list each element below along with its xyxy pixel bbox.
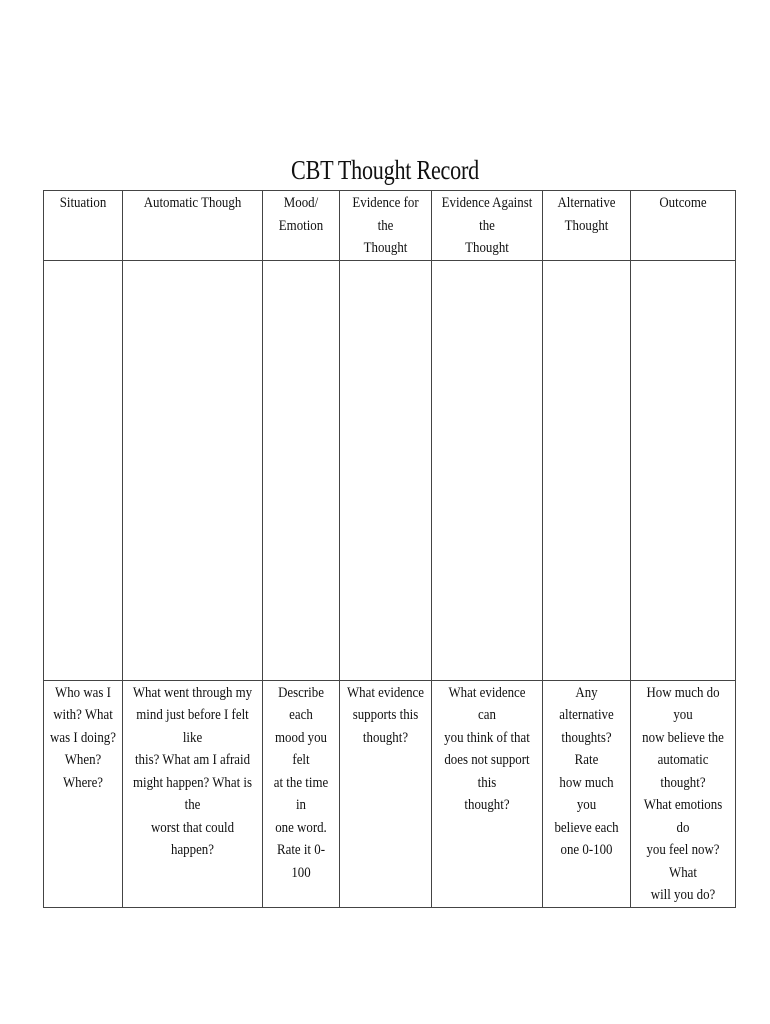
- header-label: Automatic Though: [143, 195, 242, 211]
- entry-cell-evidence-for[interactable]: [340, 260, 432, 680]
- prompt-text: Any alternative thoughts? Rate how much you believe each one 0-100: [554, 684, 619, 858]
- entry-cell-evidence-against[interactable]: [432, 260, 543, 680]
- prompt-cell-situation: [44, 680, 123, 907]
- prompt-cell-outcome: [631, 680, 736, 907]
- prompt-row: [44, 680, 736, 907]
- header-cell-automatic-thought: [123, 191, 263, 261]
- prompt-text: Who was I with? What was I doing? When? Where?: [50, 684, 116, 791]
- header-cell-evidence-against: [432, 191, 543, 261]
- header-label: Mood/ Emotion: [278, 195, 324, 234]
- header-label: Alternative Thought: [557, 195, 616, 234]
- prompt-cell-evidence-for: [340, 680, 432, 907]
- header-cell-situation: [44, 191, 123, 261]
- header-label: Evidence Against the Thought: [441, 195, 533, 256]
- header-cell-outcome: [631, 191, 736, 261]
- prompt-text: How much do you now believe the automatic thought? What emotions do you feel now? What will you do?: [642, 684, 724, 903]
- entry-cell-situation[interactable]: [44, 260, 123, 680]
- header-label: Outcome: [659, 195, 707, 211]
- header-row: [44, 191, 736, 261]
- header-label: Situation: [59, 195, 107, 211]
- entry-row: [44, 260, 736, 680]
- document-title: CBT Thought Record: [291, 155, 479, 185]
- header-cell-mood-emotion: [263, 191, 340, 261]
- entry-cell-outcome[interactable]: [631, 260, 736, 680]
- prompt-text: What evidence can you think of that does not support this thought?: [444, 684, 530, 813]
- prompt-cell-alternative-thought: [543, 680, 631, 907]
- prompt-cell-mood-emotion: [263, 680, 340, 907]
- entry-cell-automatic-thought[interactable]: [123, 260, 263, 680]
- entry-cell-mood-emotion[interactable]: [263, 260, 340, 680]
- prompt-text: What went through my mind just before I felt like this? What am I afraid might happen? What is the worst that could happen?: [132, 684, 253, 858]
- prompt-cell-automatic-thought: [123, 680, 263, 907]
- thought-record-table: [43, 190, 736, 908]
- header-cell-evidence-for: [340, 191, 432, 261]
- entry-cell-alternative-thought[interactable]: [543, 260, 631, 680]
- prompt-cell-evidence-against: [432, 680, 543, 907]
- header-cell-alternative-thought: [543, 191, 631, 261]
- prompt-text: What evidence supports this thought?: [347, 684, 424, 746]
- header-label: Evidence for the Thought: [352, 195, 419, 256]
- prompt-text: Describe each mood you felt at the time in one word. Rate it 0-100: [273, 684, 329, 881]
